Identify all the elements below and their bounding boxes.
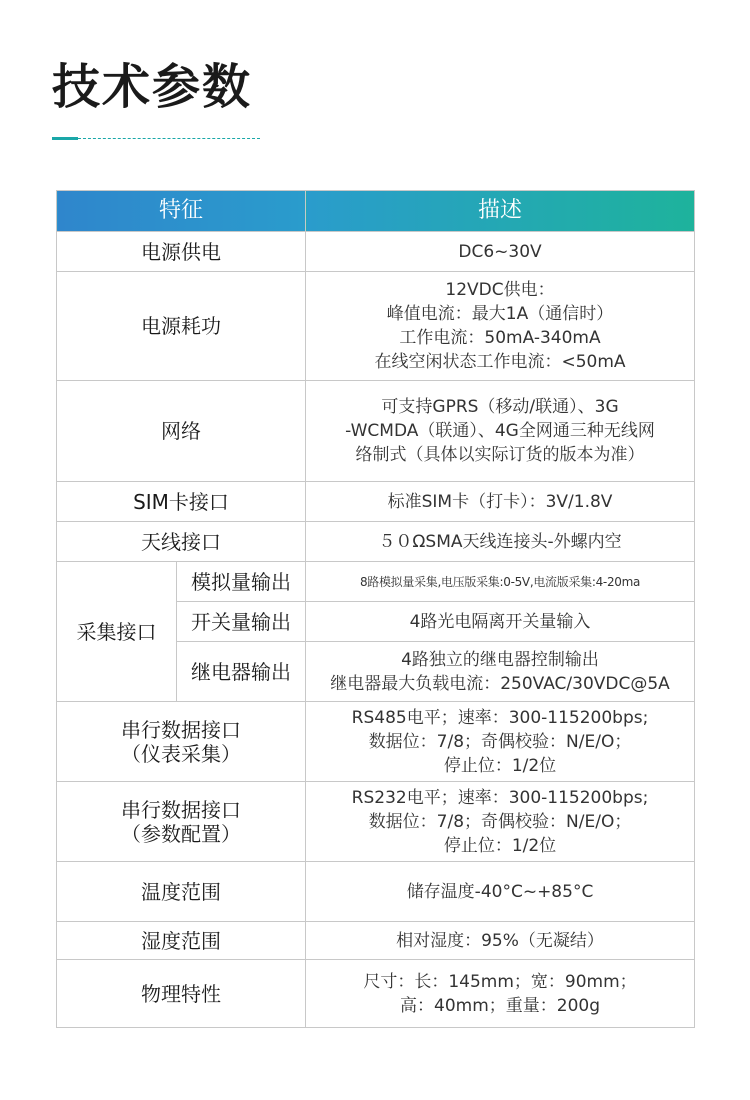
feature-line: 串行数据接口 <box>121 717 241 742</box>
table-row <box>57 272 695 381</box>
feature-network: 网络 <box>57 381 306 482</box>
table-row <box>57 522 695 562</box>
desc-line: 数据位：7/8；奇偶校验：N/E/O； <box>368 731 632 752</box>
desc-line: 可支持GPRS（移动/联通）、3G <box>381 397 619 417</box>
desc-line: 4路光电隔离开关量输入 <box>409 611 591 632</box>
desc-network <box>306 381 695 482</box>
desc-serial-config <box>306 782 695 862</box>
feature-serial-config <box>57 782 306 862</box>
desc-line: 峰值电流：最大1A（通信时） <box>386 304 614 324</box>
desc-line: 12VDC供电： <box>445 280 555 300</box>
desc-relay <box>306 642 695 702</box>
desc-line: 尺寸：长：145mm；宽：90mm； <box>363 971 637 992</box>
desc-line: 数据位：7/8；奇偶校验：N/E/O； <box>368 811 632 832</box>
feature-physical: 物理特性 <box>57 960 306 1028</box>
desc-line: 高：40mm；重量：200g <box>400 995 601 1016</box>
feature-antenna: 天线接口 <box>57 522 306 562</box>
table-row <box>57 702 695 782</box>
desc-line: 继电器最大负载电流：250VAC/30VDC@5A <box>330 673 670 694</box>
desc-line: RS485电平；速率：300-115200bps; <box>351 707 649 728</box>
desc-line: 储存温度-40°C~+85°C <box>406 881 594 902</box>
title-underline <box>52 137 260 140</box>
feature-temperature: 温度范围 <box>57 862 306 922</box>
feature-sim: SIM卡接口 <box>57 482 306 522</box>
table-header-row <box>57 191 695 232</box>
feature-line: （仪表采集） <box>121 741 241 766</box>
table-row <box>57 482 695 522</box>
desc-analog <box>306 562 695 602</box>
feature-power-consumption: 电源耗功 <box>57 272 306 381</box>
desc-line: 8路模拟量采集,电压版采集:0-5V,电流版采集:4-20ma <box>359 574 641 589</box>
page-title: 技术参数 <box>52 59 253 115</box>
table-row <box>57 782 695 862</box>
desc-line: RS232电平；速率：300-115200bps; <box>351 787 649 808</box>
feature-relay: 继电器输出 <box>177 642 306 702</box>
desc-power-supply <box>306 232 695 272</box>
feature-power-supply: 电源供电 <box>57 232 306 272</box>
desc-line: 相对湿度：95%（无凝结） <box>396 930 604 951</box>
feature-line: （参数配置） <box>121 821 241 846</box>
table-row <box>57 862 695 922</box>
desc-line: 在线空闲状态工作电流：<50mA <box>374 352 626 372</box>
feature-switch: 开关量输出 <box>177 602 306 642</box>
feature-serial-meter <box>57 702 306 782</box>
desc-sim <box>306 482 695 522</box>
desc-humidity <box>306 922 695 960</box>
desc-power-consumption <box>306 272 695 381</box>
feature-humidity: 湿度范围 <box>57 922 306 960</box>
desc-temperature <box>306 862 695 922</box>
desc-line: 停止位：1/2位 <box>443 755 557 776</box>
desc-line: 络制式（具体以实际订货的版本为准） <box>355 445 645 465</box>
desc-line: 停止位：1/2位 <box>443 835 557 856</box>
header-feature: 特征 <box>57 191 306 232</box>
table-row <box>57 562 695 602</box>
header-description: 描述 <box>306 191 695 232</box>
desc-line: -WCMDA（联通）、4G全网通三种无线网 <box>345 421 655 441</box>
desc-line: 标准SIM卡（打卡）：3V/1.8V <box>387 491 613 512</box>
desc-line: ５０ΩSMA天线连接头-外螺内空 <box>378 531 622 552</box>
underline-dashed <box>78 138 260 139</box>
table-row <box>57 381 695 482</box>
desc-physical <box>306 960 695 1028</box>
table-row <box>57 232 695 272</box>
feature-acquisition: 采集接口 <box>57 562 177 702</box>
feature-analog: 模拟量输出 <box>177 562 306 602</box>
underline-accent <box>52 137 78 140</box>
desc-line: DC6~30V <box>458 241 542 262</box>
desc-line: 工作电流：50mA-340mA <box>399 328 601 348</box>
desc-serial-meter <box>306 702 695 782</box>
feature-line: 串行数据接口 <box>121 797 241 822</box>
desc-antenna <box>306 522 695 562</box>
desc-line: 4路独立的继电器控制输出 <box>401 649 599 670</box>
desc-switch <box>306 602 695 642</box>
table-row <box>57 922 695 960</box>
table-row <box>57 960 695 1028</box>
spec-table <box>56 190 695 1028</box>
